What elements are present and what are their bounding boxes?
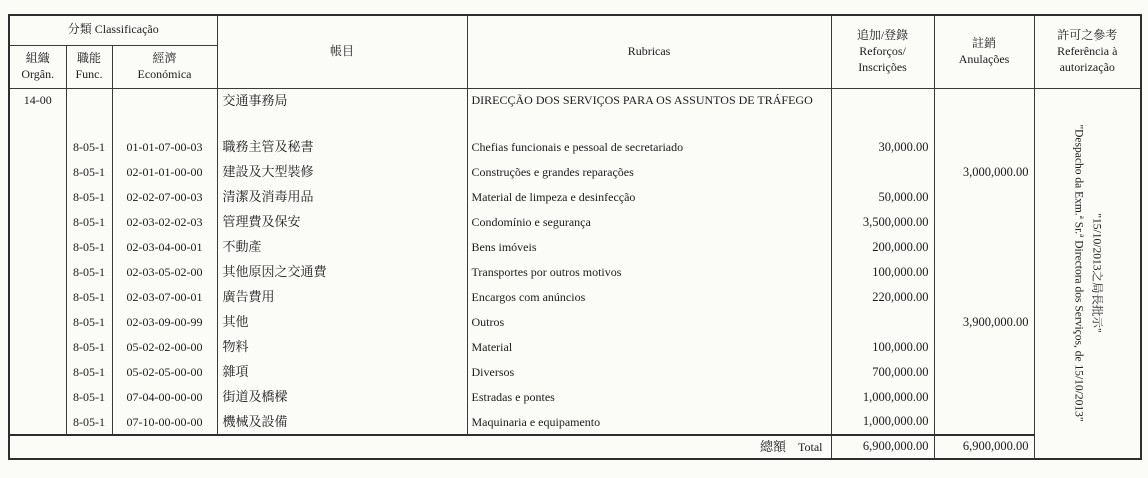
account-zh-cell: 廣告費用 (217, 285, 467, 310)
table-body (9, 88, 1141, 459)
rubrica-cell: Construções e grandes reparações (467, 160, 831, 185)
econ-code-cell: 05-02-05-00-00 (112, 360, 217, 385)
reforcos-cell: 220,000.00 (831, 285, 934, 310)
organ-subheader-pt: Orgân. (21, 66, 55, 81)
anulacoes-cell: 3,900,000.00 (934, 310, 1034, 335)
econ-code-cell: 02-01-01-00-00 (112, 160, 217, 185)
econ-code-cell: 02-02-07-00-03 (112, 185, 217, 210)
authorization-header-zh: 許可之參考 (1057, 28, 1118, 43)
authorization-header-pt1: Referência à (1057, 43, 1118, 58)
account-zh-cell: 其他 (217, 310, 467, 335)
authorization-reference-line2: "Despacho da Exm.ª Sr.ª Directora dos Serviços, de 15/10/2013" (1072, 124, 1085, 422)
reforcos-cell: 200,000.00 (831, 235, 934, 260)
reforcos-cell: 30,000.00 (831, 135, 934, 160)
func-subheader-zh: 職能 (76, 50, 101, 65)
budget-item-row (9, 260, 1141, 285)
table-header (9, 15, 1141, 88)
budget-item-row (9, 385, 1141, 410)
reforcos-cell: 1,000,000.00 (831, 410, 934, 435)
rubrica-cell: Condomínio e segurança (467, 210, 831, 235)
authorization-reference-text (1069, 123, 1106, 423)
reforcos-cell: 1,000,000.00 (831, 385, 934, 410)
anulacoes-cell (934, 260, 1034, 285)
func-code-cell: 8-05-1 (66, 260, 112, 285)
func-code-cell: 8-05-1 (66, 285, 112, 310)
account-zh-cell: 其他原因之交通費 (217, 260, 467, 285)
reforcos-column-header (831, 15, 934, 88)
budget-item-row (9, 210, 1141, 235)
rubrica-cell: Transportes por outros motivos (467, 260, 831, 285)
func-code-cell: 8-05-1 (66, 210, 112, 235)
reforcos-cell: 3,500,000.00 (831, 210, 934, 235)
anulacoes-header-zh: 註銷 (972, 36, 997, 51)
organ-code-cell (9, 235, 66, 260)
anulacoes-cell (934, 88, 1034, 135)
econ-code-cell: 02-03-04-00-01 (112, 235, 217, 260)
rubricas-column-header: Rubricas (467, 15, 831, 88)
total-label-pt: Total (798, 439, 823, 454)
organ-code-cell (9, 260, 66, 285)
account-zh-cell: 不動產 (217, 235, 467, 260)
reforcos-cell: 100,000.00 (831, 260, 934, 285)
anulacoes-cell (934, 135, 1034, 160)
reforcos-header-zh: 追加/登錄 (856, 28, 909, 43)
budget-item-row (9, 410, 1141, 435)
header-row-top (9, 15, 1141, 45)
account-zh-cell: 清潔及消毒用品 (217, 185, 467, 210)
account-zh-cell: 物料 (217, 335, 467, 360)
budget-item-row (9, 310, 1141, 335)
budget-item-row (9, 285, 1141, 310)
reforcos-cell: 100,000.00 (831, 335, 934, 360)
budget-item-row (9, 185, 1141, 210)
department-rubrica-cell: DIRECÇÃO DOS SERVIÇOS PARA OS ASSUNTOS DE TRÁFEGO (467, 88, 831, 135)
rubrica-cell: Maquinaria e equipamento (467, 410, 831, 435)
anulacoes-header-pt: Anulações (958, 51, 1010, 66)
budget-item-row (9, 135, 1141, 160)
econ-code-cell: 02-03-09-00-99 (112, 310, 217, 335)
reforcos-cell: 700,000.00 (831, 360, 934, 385)
budget-amendment-table (8, 14, 1142, 460)
func-code-cell: 8-05-1 (66, 410, 112, 435)
account-zh-cell: 機械及設備 (217, 410, 467, 435)
econ-code-cell: 02-03-05-02-00 (112, 260, 217, 285)
rubrica-cell: Bens imóveis (467, 235, 831, 260)
reforcos-cell (831, 88, 934, 135)
budget-item-row (9, 360, 1141, 385)
authorization-reference-line1: "15/10/2013之局長批示" (1090, 213, 1103, 333)
func-code-cell: 8-05-1 (66, 335, 112, 360)
func-code-cell: 8-05-1 (66, 235, 112, 260)
rubrica-cell: Estradas e pontes (467, 385, 831, 410)
func-code-cell (66, 88, 112, 135)
budget-item-row (9, 335, 1141, 360)
reforcos-cell: 50,000.00 (831, 185, 934, 210)
organ-subheader-zh: 組織 (25, 50, 50, 65)
organ-code-cell (9, 185, 66, 210)
reforcos-cell (831, 160, 934, 185)
organ-code-cell (9, 360, 66, 385)
func-code-cell: 8-05-1 (66, 310, 112, 335)
econ-code-cell: 07-10-00-00-00 (112, 410, 217, 435)
total-anulacoes-cell: 6,900,000.00 (934, 435, 1034, 459)
econ-code-cell: 02-03-07-00-01 (112, 285, 217, 310)
rubrica-cell: Outros (467, 310, 831, 335)
func-code-cell: 8-05-1 (66, 185, 112, 210)
account-zh-cell: 雜項 (217, 360, 467, 385)
authorization-column-header (1034, 15, 1141, 88)
rubrica-cell: Material de limpeza e desinfecção (467, 185, 831, 210)
func-code-cell: 8-05-1 (66, 360, 112, 385)
organ-code-cell (9, 310, 66, 335)
total-label-cell (9, 435, 831, 459)
organ-code-cell (9, 285, 66, 310)
organ-code-cell (9, 410, 66, 435)
rubrica-cell: Material (467, 335, 831, 360)
organ-code-cell (9, 135, 66, 160)
rubrica-cell: Chefias funcionais e pessoal de secretariado (467, 135, 831, 160)
account-zh-cell: 管理費及保安 (217, 210, 467, 235)
reforcos-header-pt1: Reforços/ (859, 43, 906, 58)
reforcos-cell (831, 310, 934, 335)
organ-code-cell (9, 335, 66, 360)
authorization-header-pt2: autorização (1059, 59, 1115, 74)
reforcos-header-pt2: Inscrições (858, 59, 907, 74)
department-row (9, 88, 1141, 135)
total-reforcos-cell: 6,900,000.00 (831, 435, 934, 459)
organ-code-cell (9, 160, 66, 185)
organ-subheader (9, 45, 66, 88)
anulacoes-cell: 3,000,000.00 (934, 160, 1034, 185)
func-subheader (66, 45, 112, 88)
organ-code-cell (9, 385, 66, 410)
econ-subheader-zh: 經濟 (152, 50, 177, 65)
func-code-cell: 8-05-1 (66, 385, 112, 410)
organ-code-cell (9, 210, 66, 235)
budget-item-row (9, 235, 1141, 260)
rubrica-cell: Diversos (467, 360, 831, 385)
econ-code-cell: 05-02-02-00-00 (112, 335, 217, 360)
account-column-header: 帳目 (217, 15, 467, 88)
func-subheader-pt: Func. (75, 66, 103, 81)
total-label-zh: 總額 (760, 438, 787, 454)
account-zh-cell: 職務主管及秘書 (217, 135, 467, 160)
organ-code-cell: 14-00 (9, 88, 66, 135)
econ-code-cell: 01-01-07-00-03 (112, 135, 217, 160)
anulacoes-cell (934, 410, 1034, 435)
authorization-reference-cell (1034, 88, 1141, 459)
anulacoes-cell (934, 185, 1034, 210)
func-code-cell: 8-05-1 (66, 135, 112, 160)
rubrica-cell: Encargos com anúncios (467, 285, 831, 310)
anulacoes-cell (934, 385, 1034, 410)
anulacoes-column-header (934, 15, 1034, 88)
anulacoes-cell (934, 360, 1034, 385)
account-zh-cell: 街道及橋樑 (217, 385, 467, 410)
account-zh-cell: 建設及大型裝修 (217, 160, 467, 185)
anulacoes-cell (934, 210, 1034, 235)
econ-code-cell: 07-04-00-00-00 (112, 385, 217, 410)
econ-subheader (112, 45, 217, 88)
anulacoes-cell (934, 335, 1034, 360)
budget-item-row (9, 160, 1141, 185)
econ-code-cell: 02-03-02-02-03 (112, 210, 217, 235)
func-code-cell: 8-05-1 (66, 160, 112, 185)
classification-header: 分類 Classificação (9, 15, 217, 45)
department-account-zh-cell: 交通事務局 (217, 88, 467, 135)
total-row (9, 435, 1141, 459)
anulacoes-cell (934, 235, 1034, 260)
anulacoes-cell (934, 285, 1034, 310)
econ-code-cell (112, 88, 217, 135)
econ-subheader-pt: Económica (137, 66, 192, 81)
